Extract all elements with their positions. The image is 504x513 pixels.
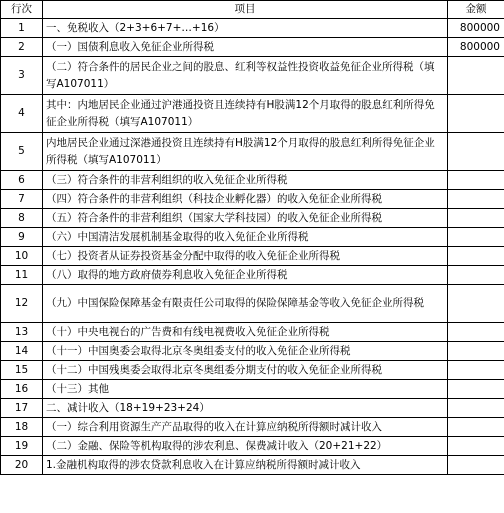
amount-cell[interactable] (448, 247, 504, 266)
amount-cell[interactable]: 800000 (448, 38, 504, 57)
table-row (1, 19, 504, 38)
table-row (1, 57, 504, 95)
amount-cell[interactable] (448, 190, 504, 209)
item-cell: （三）符合条件的非营利组织的收入免征企业所得税 (43, 171, 448, 190)
row-number-cell: 7 (1, 190, 43, 209)
amount-cell[interactable] (448, 380, 504, 399)
row-number-cell: 13 (1, 323, 43, 342)
table-row (1, 133, 504, 171)
row-number-cell: 3 (1, 57, 43, 95)
row-number-cell: 6 (1, 171, 43, 190)
table-row (1, 228, 504, 247)
amount-cell[interactable] (448, 399, 504, 418)
item-cell: 内地居民企业通过深港通投资且连续持有H股满12个月取得的股息红利所得免征企业所得税（填写A107011） (43, 133, 448, 171)
row-number-cell: 11 (1, 266, 43, 285)
amount-cell[interactable] (448, 228, 504, 247)
table-row (1, 323, 504, 342)
item-cell: （十一）中国奥委会取得北京冬奥组委支付的收入免征企业所得税 (43, 342, 448, 361)
row-number-cell: 4 (1, 95, 43, 133)
amount-cell[interactable] (448, 57, 504, 95)
table-row (1, 95, 504, 133)
row-number-cell: 17 (1, 399, 43, 418)
row-number-cell: 8 (1, 209, 43, 228)
amount-cell[interactable] (448, 342, 504, 361)
row-number-cell: 5 (1, 133, 43, 171)
item-cell: （十三）其他 (43, 380, 448, 399)
amount-cell[interactable] (448, 361, 504, 380)
table-row (1, 342, 504, 361)
item-cell: （六）中国清洁发展机制基金取得的收入免征企业所得税 (43, 228, 448, 247)
table-row (1, 247, 504, 266)
amount-cell[interactable] (448, 209, 504, 228)
table-row (1, 361, 504, 380)
row-number-cell: 1 (1, 19, 43, 38)
item-cell: （一）国债利息收入免征企业所得税 (43, 38, 448, 57)
table-body (1, 19, 504, 475)
row-number-cell: 2 (1, 38, 43, 57)
header-item: 项目 (43, 1, 448, 19)
item-cell: （十二）中国残奥委会取得北京冬奥组委分期支付的收入免征企业所得税 (43, 361, 448, 380)
item-cell: （五）符合条件的非营利组织（国家大学科技园）的收入免征企业所得税 (43, 209, 448, 228)
amount-cell[interactable] (448, 266, 504, 285)
amount-cell[interactable] (448, 95, 504, 133)
item-cell: （八）取得的地方政府债券利息收入免征企业所得税 (43, 266, 448, 285)
table-row (1, 190, 504, 209)
row-number-cell: 16 (1, 380, 43, 399)
row-number-cell: 19 (1, 437, 43, 456)
table-row (1, 399, 504, 418)
table-row (1, 418, 504, 437)
table-row (1, 380, 504, 399)
item-cell: （十）中央电视台的广告费和有线电视费收入免征企业所得税 (43, 323, 448, 342)
row-number-cell: 10 (1, 247, 43, 266)
item-cell: （二）金融、保险等机构取得的涉农利息、保费减计收入（20+21+22） (43, 437, 448, 456)
table-row (1, 38, 504, 57)
amount-cell[interactable] (448, 456, 504, 475)
row-number-cell: 20 (1, 456, 43, 475)
item-cell: （四）符合条件的非营利组织（科技企业孵化器）的收入免征企业所得税 (43, 190, 448, 209)
item-cell: 1.金融机构取得的涉农贷款利息收入在计算应纳税所得额时减计收入 (43, 456, 448, 475)
amount-cell[interactable] (448, 133, 504, 171)
item-cell: 二、减计收入（18+19+23+24） (43, 399, 448, 418)
table-row (1, 266, 504, 285)
table-row (1, 456, 504, 475)
amount-cell[interactable] (448, 171, 504, 190)
item-cell: （七）投资者从证券投资基金分配中取得的收入免征企业所得税 (43, 247, 448, 266)
item-cell: 其中：内地居民企业通过沪港通投资且连续持有H股满12个月取得的股息红利所得免征企业所得税（填写A107011） (43, 95, 448, 133)
amount-cell[interactable] (448, 437, 504, 456)
table-row (1, 209, 504, 228)
table-row (1, 437, 504, 456)
amount-cell[interactable] (448, 323, 504, 342)
amount-cell[interactable] (448, 285, 504, 323)
item-cell: （九）中国保险保障基金有限责任公司取得的保险保障基金等收入免征企业所得税 (43, 285, 448, 323)
item-cell: （二）符合条件的居民企业之间的股息、红利等权益性投资收益免征企业所得税（填写A107011） (43, 57, 448, 95)
table-header-row (1, 1, 504, 19)
row-number-cell: 14 (1, 342, 43, 361)
row-number-cell: 15 (1, 361, 43, 380)
item-cell: （一）综合利用资源生产产品取得的收入在计算应纳税所得额时减计收入 (43, 418, 448, 437)
header-row-no: 行次 (1, 1, 43, 19)
row-number-cell: 12 (1, 285, 43, 323)
amount-cell[interactable]: 800000 (448, 19, 504, 38)
row-number-cell: 18 (1, 418, 43, 437)
table-row (1, 171, 504, 190)
table-row (1, 285, 504, 323)
header-amount: 金额 (448, 1, 504, 19)
item-cell: 一、免税收入（2+3+6+7+…+16） (43, 19, 448, 38)
amount-cell[interactable] (448, 418, 504, 437)
row-number-cell: 9 (1, 228, 43, 247)
